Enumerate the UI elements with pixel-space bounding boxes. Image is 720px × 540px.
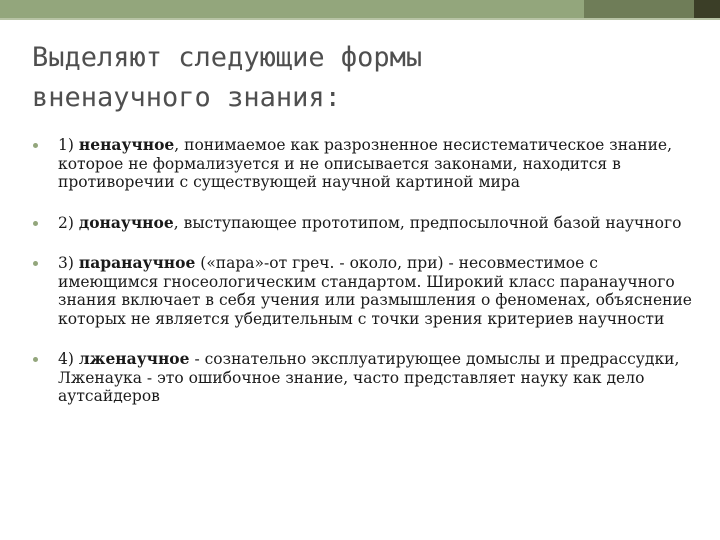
- header-band-dark: [694, 0, 720, 18]
- bullet-list: [32, 136, 700, 428]
- item-term: лженаучное: [78, 349, 190, 368]
- item-number: 4): [58, 350, 74, 368]
- bullet-icon: [33, 221, 38, 226]
- bullet-icon: [33, 261, 38, 266]
- list-item: [32, 136, 700, 192]
- list-item: [32, 214, 700, 233]
- header-band-mid: [584, 0, 694, 18]
- bullet-icon: [33, 143, 38, 148]
- item-text: , понимаемое как разрозненное несистематическое знание, которое не формализуется и не описывается законами, находится в противоречии с существующей научной картиной мира: [58, 136, 673, 191]
- slide-header-bar: [0, 0, 720, 18]
- item-text: , выступающее прототипом, предпосылочной базой научного: [173, 213, 682, 232]
- slide-title: [32, 38, 672, 118]
- slide-title-line-1: Выделяют следующие формы: [32, 42, 423, 73]
- item-number: 3): [58, 254, 74, 272]
- bullet-icon: [33, 357, 38, 362]
- item-number: 2): [58, 213, 74, 232]
- slide-title-line-2: вненаучного знания:: [32, 82, 341, 113]
- item-text: («пара»-от греч. - около, при) - несовместимое с имеющимся гносеологическим стандартом. Широкий класс паранаучного знания включает в себя учения или размышления о феноменах, объяснение которых не является убедительным с точки зрения критериев научности: [58, 254, 692, 328]
- item-number: 1): [58, 136, 74, 154]
- item-term: ненаучное: [78, 135, 175, 154]
- list-item: [32, 350, 700, 406]
- header-underline: [0, 18, 720, 20]
- item-term: донаучное: [78, 212, 174, 232]
- item-text: - сознательно эксплуатирующее домыслы и предрассудки, Лженаука - это ошибочное знание, часто представляет науку как дело аутсайдеров: [58, 350, 680, 405]
- list-item: [32, 254, 700, 328]
- item-term: паранаучное: [78, 253, 196, 272]
